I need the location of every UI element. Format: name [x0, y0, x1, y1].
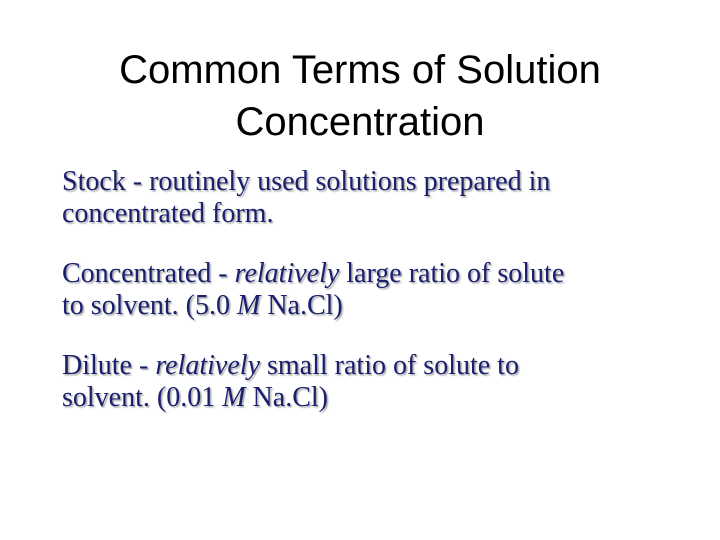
qualifier-italic: relatively	[155, 350, 260, 381]
title-line-1: Common Terms of Solution	[119, 48, 601, 92]
term-dilute	[62, 350, 682, 414]
slide-body	[62, 166, 682, 442]
term-stock-line-1: Stock - routinely used solutions prepared in	[62, 166, 551, 197]
definition-text: small ratio of solute to	[260, 350, 519, 381]
term-concentrated-line-2	[62, 290, 682, 322]
term-stock-line-2: concentrated form.	[62, 198, 274, 229]
slide-title	[40, 44, 680, 148]
term-stock	[62, 166, 682, 230]
definition-text: large ratio of solute	[339, 258, 565, 289]
term-dilute-line-1	[62, 350, 682, 382]
molarity-unit: M	[222, 382, 246, 413]
title-line-2: Concentration	[235, 100, 485, 144]
term-label: Concentrated -	[62, 258, 235, 289]
example-suffix: Na.Cl)	[245, 382, 328, 413]
term-concentrated-line-1	[62, 258, 682, 290]
term-dilute-line-2	[62, 382, 682, 414]
term-concentrated	[62, 258, 682, 322]
example-prefix: solvent. (0.01	[62, 382, 223, 413]
qualifier-italic: relatively	[234, 258, 340, 289]
term-label: Dilute -	[62, 350, 156, 381]
example-prefix: to solvent. (5.0	[62, 290, 237, 321]
example-suffix: Na.Cl)	[260, 290, 343, 321]
molarity-unit: M	[237, 290, 261, 321]
